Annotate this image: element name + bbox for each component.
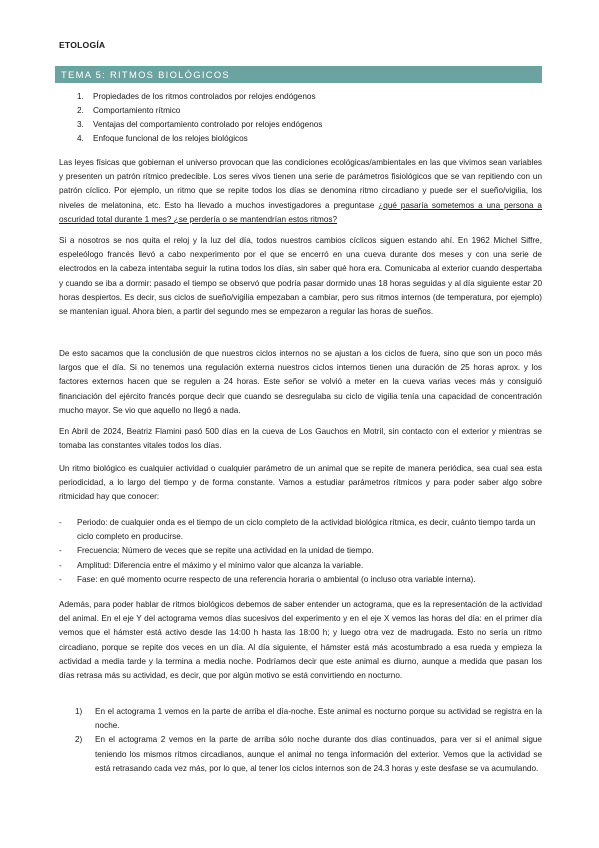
toc-text: Enfoque funcional de los relojes biológicos <box>93 134 248 143</box>
paragraph-siffre: Si a nosotros se nos quita el reloj y la luz del día, todos nuestros cambios cíclicos siguen estando ahí. En 1962 Michel Siffre, espeleólogo francés llevó a cabo nexperimento por el que se encerró en una cueva durante dos meses y con una serie de electrodos en la cabeza intentaba seguir la rutina todos los días, sin saber qué hora era. Comunicaba al exterior cuando despertaba y cuando se iba a dormir: pasado el tiempo se observó que podría pasar dormido unas 18 horas seguidas y al día siguiente estar 20 horas despiertos. Es decir, sus ciclos de sueño/vigilia empezaban a cambiar, pero sus ritmos internos (de temperatura, por ejemplo) se mantenían igual. Ahora bien, a partir del segundo mes se empezaron a regular las horas de sueños. <box>59 236 542 317</box>
toc-text: Comportamiento rítmico <box>93 106 181 115</box>
list-item: - Frecuencia: Número de veces que se repite una actividad en la unidad de tiempo. <box>59 544 542 558</box>
list-item <box>75 705 542 733</box>
paragraph-intro <box>59 156 542 227</box>
actogram-notes-list <box>75 705 542 776</box>
toc-item <box>77 90 322 104</box>
paragraph-flamini: En Abril de 2024, Beatriz Flamini pasó 500 días en la cueva de Los Gauchos en Motril, sin contacto con el exterior y mientras se tomaba las constantes vitales todos los días. <box>59 427 542 451</box>
actogram-note-2: En el actograma 2 vemos en la parte de arriba sólo noche durante dos días continuados, para ver si el animal sigue teniendo los mismos ritmos circadianos, aunque el animal no tenga información del exterior. Vemos que la actividad se está retrasando cada vez más, por lo que, al tener los ciclos internos son de 24.3 horas y este desfase se va acumulando. <box>95 735 542 773</box>
parameter-periodo: Periodo: de cualquier onda es el tiempo de un ciclo completo de la actividad biológica rítmica, es decir, cuánto tiempo tarda un ciclo completo en producirse. <box>77 518 536 542</box>
toc-number: 2. <box>77 106 84 115</box>
toc-number: 3. <box>77 120 84 129</box>
list-item: - Periodo: de cualquier onda es el tiempo de un ciclo completo de la actividad biológica rítmica, es decir, cuánto tiempo tarda un ciclo completo en producirse. <box>59 516 542 544</box>
toc-text: Ventajas del comportamiento controlado por relojes endógenos <box>93 120 323 129</box>
paragraph-conclusion: De esto sacamos que la conclusión de que nuestros ciclos internos no se ajustan a los ciclos de fuera, sino que son un poco más largos que el día. Si no tenemos una regulación externa nuestros ciclos internos tienen una duración de 25 horas aprox. y los factores externos hacen que se regulen a 24 horas. Este señor se volvió a meter en la cueva varias veces más y consiguió financiación del ejército francés porque decir que cuando se desregulaba su ciclo de vigilia tenía una capacidad de concentración mucho mayor. Se vio que aquello no llegó a nada. <box>59 349 542 415</box>
toc-number: 4. <box>77 134 84 143</box>
toc-item <box>77 104 322 118</box>
paragraph-intro-text: Las leyes físicas que gobiernan el universo provocan que las condiciones ecológicas/ambientales en las que vivimos sean variables y presenten un patrón rítmico predecible. Los seres vivos tienen una serie de parámetros fisiológicos que se van repitiendo con un patrón cíclico. Por ejemplo, un ritmo que se repite todos los días se denomina ritmo circadiano y puede ser el sueño/vigilia, los niveles de melatonina, etc. Esto ha llevado a muchos investigadores a preguntase <box>59 158 542 210</box>
list-item: - Fase: en qué momento ocurre respecto de una referencia horaria o ambiental (o incluso otra variable interna). <box>59 573 542 587</box>
rhythm-parameters-list <box>59 516 542 587</box>
subject-title: ETOLOGÍA <box>59 40 106 50</box>
list-number: 2) <box>75 735 83 745</box>
paragraph-definition: Un ritmo biológico es cualquier actividad o cualquier parámetro de un animal que se repite de manera periódica, sea cual sea esta periodicidad, a lo largo del tiempo y de forma constante. Vamos a estudiar parámetros rítmicos y para poder saber algo sobre ritmicidad hay que conocer: <box>59 464 542 502</box>
toc-text: Propiedades de los ritmos controlados por relojes endógenos <box>93 92 316 101</box>
toc-number: 1. <box>77 92 84 101</box>
parameter-amplitud: Amplitud: Diferencia entre el máximo y el mínimo valor que alcanza la variable. <box>77 560 364 570</box>
parameter-fase: Fase: en qué momento ocurre respecto de una referencia horaria o ambiental (o incluso otra variable interna). <box>77 574 476 584</box>
toc-item <box>77 118 322 132</box>
parameter-frecuencia: Frecuencia: Número de veces que se repite una actividad en la unidad de tiempo. <box>77 546 374 556</box>
table-of-contents <box>77 90 322 146</box>
actogram-note-1: En el actograma 1 vemos en la parte de arriba el día-noche. Este animal es nocturno porque su actividad se registra en la noche. <box>95 707 542 731</box>
research-question: ¿qué pasaría sometemos a una persona a oscuridad total durante 1 mes? ¿se perdería o se mantendrían estos ritmos? <box>59 200 542 224</box>
section-banner: TEMA 5: RITMOS BIOLÓGICOS <box>55 66 542 83</box>
list-item <box>75 733 542 776</box>
toc-item <box>77 132 322 146</box>
list-number: 1) <box>75 707 83 716</box>
list-item: - Amplitud: Diferencia entre el máximo y el mínimo valor que alcanza la variable. <box>59 559 542 573</box>
paragraph-actogram: Además, para poder hablar de ritmos biológicos debemos de saber entender un actograma, que es la representación de la actividad del animal. En el eje Y del actograma vemos días sucesivos del experimento y en el eje X vemos las horas del día: en el primer día vemos que el hámster está activo desde las 14:00 h hasta las 18:00 h; y luego otra vez de madrugada. Esto no sería un ritmo circadiano, porque se repite dos veces en un día. Al día siguiente, el hámster está más acostumbrado a esa rueda y empieza la actividad a media tarde y la termina a media noche. Podríamos decir que este animal es diurno, aunque a medida que pasan los días retrasa más su actividad, es decir, que por algún motivo se está convirtiendo en nocturno. <box>59 600 542 681</box>
